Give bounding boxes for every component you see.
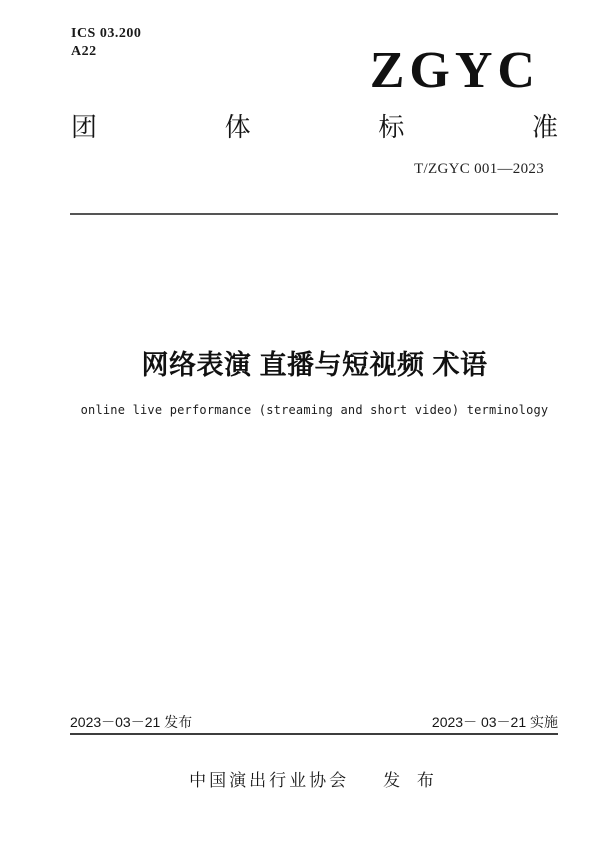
date-row	[70, 712, 558, 732]
document-title-english: online live performance (streaming and short video) terminology	[80, 403, 549, 417]
document-class-code: A22	[71, 44, 97, 59]
publisher-name: 中国演出行业协会	[189, 771, 350, 790]
issue-date: 2023－03－21 发布	[70, 714, 193, 730]
header-divider-line	[70, 213, 558, 215]
standard-type-char: 体	[224, 112, 251, 142]
ics-classification-block	[71, 25, 141, 61]
footer-divider-line	[70, 733, 558, 735]
ics-code: ICS 03.200	[71, 26, 142, 41]
standard-type-char: 标	[378, 112, 405, 142]
publish-action-label: 发 布	[383, 771, 440, 790]
standard-type-char: 团	[71, 112, 98, 142]
organization-logo: ZGYC	[369, 42, 540, 99]
standard-number: T/ZGYC 001—2023	[414, 161, 544, 177]
implement-date: 2023－ 03－21 实施	[431, 714, 558, 730]
publisher-row	[71, 770, 558, 792]
standard-type-char: 准	[531, 112, 558, 142]
standard-type-title	[71, 114, 558, 140]
document-title-chinese: 网络表演 直播与短视频 术语	[141, 350, 488, 380]
